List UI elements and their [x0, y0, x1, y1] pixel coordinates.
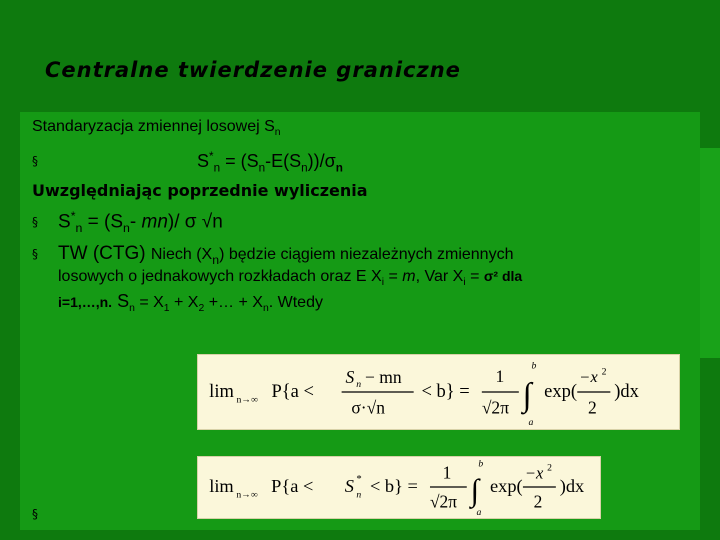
bullet-icon: §: [32, 154, 38, 169]
theorem-line-2: losowych o jednakowych rozkładach oraz E $X_i = m$, Var $X_i = \sigma^2$ dla: [58, 268, 523, 289]
int-lower: a: [528, 417, 534, 429]
lim-text: lim: [209, 475, 234, 496]
norm-sqrt: √2π: [429, 491, 458, 512]
clt-equation-box: [197, 354, 680, 430]
standardized-clt-equation-box: [197, 456, 601, 519]
bullet-icon: §: [32, 246, 38, 261]
S-text: S: [344, 475, 354, 496]
prob-close: < b} =: [369, 475, 418, 496]
num-rest: − mn: [364, 367, 402, 388]
norm-sqrt: √2π: [481, 397, 510, 418]
standardized-formula: $S^*_n = (S_n-E(S_n))/\sigma_n$: [197, 150, 343, 175]
decorative-strip: [698, 148, 720, 358]
int-upper: b: [531, 360, 537, 372]
lim-text: lim: [209, 381, 234, 402]
exp-open: exp(: [490, 475, 523, 496]
denominator: σ·√n: [351, 397, 386, 418]
norm-one: 1: [495, 366, 505, 387]
clt-equation: [198, 355, 679, 429]
exp-close: )dx: [559, 475, 585, 496]
bullet-theorem: § TW (CTG) Niech $(X_n)$ będzie ciągiem niezależnych zmiennych: [32, 243, 514, 267]
int-upper: b: [478, 458, 484, 470]
bullet-icon: §: [32, 215, 38, 230]
theorem-line-3: i=1,…,n. $S_n = X_1 + X_2$ +… + $X_n$. Wtedy: [58, 291, 323, 315]
exp-open: exp(: [544, 381, 578, 402]
lim-sub: n→∞: [236, 394, 258, 406]
bullet-icon: §: [32, 507, 38, 521]
num-S-sub: n: [356, 379, 362, 391]
num-S: S: [345, 367, 355, 388]
bullet-simplified-formula: § $S^*_n = (S_n-$ mn)/ σ √n: [32, 209, 223, 236]
exp-den: 2: [533, 491, 543, 512]
bullet-standardized-formula: [32, 150, 343, 175]
standardization-intro: Standaryzacja zmiennej losowej $S_n$: [32, 118, 281, 139]
S-sub: n: [356, 489, 362, 501]
S-sup: *: [356, 474, 362, 486]
exp-close: )dx: [614, 381, 639, 402]
norm-one: 1: [442, 462, 452, 483]
lim-sub: n→∞: [236, 489, 258, 501]
exp-num: −x: [524, 463, 544, 483]
exp-num-sup: 2: [601, 366, 607, 378]
int-lower: a: [476, 507, 482, 518]
integral-icon: ∫: [470, 472, 480, 508]
prob-close: < b} =: [421, 381, 470, 402]
exp-num: −x: [579, 367, 598, 387]
integral-icon: ∫: [522, 377, 532, 414]
prob-open: P{a <: [271, 475, 314, 496]
exp-num-sup: 2: [547, 462, 552, 474]
considering-heading: Uwzględniając poprzednie wyliczenia: [32, 181, 368, 200]
slide-title: Centralne twierdzenie graniczne: [45, 58, 461, 82]
standardized-clt-equation: [198, 457, 600, 518]
exp-den: 2: [587, 397, 597, 418]
prob-open: P{a <: [271, 381, 314, 402]
